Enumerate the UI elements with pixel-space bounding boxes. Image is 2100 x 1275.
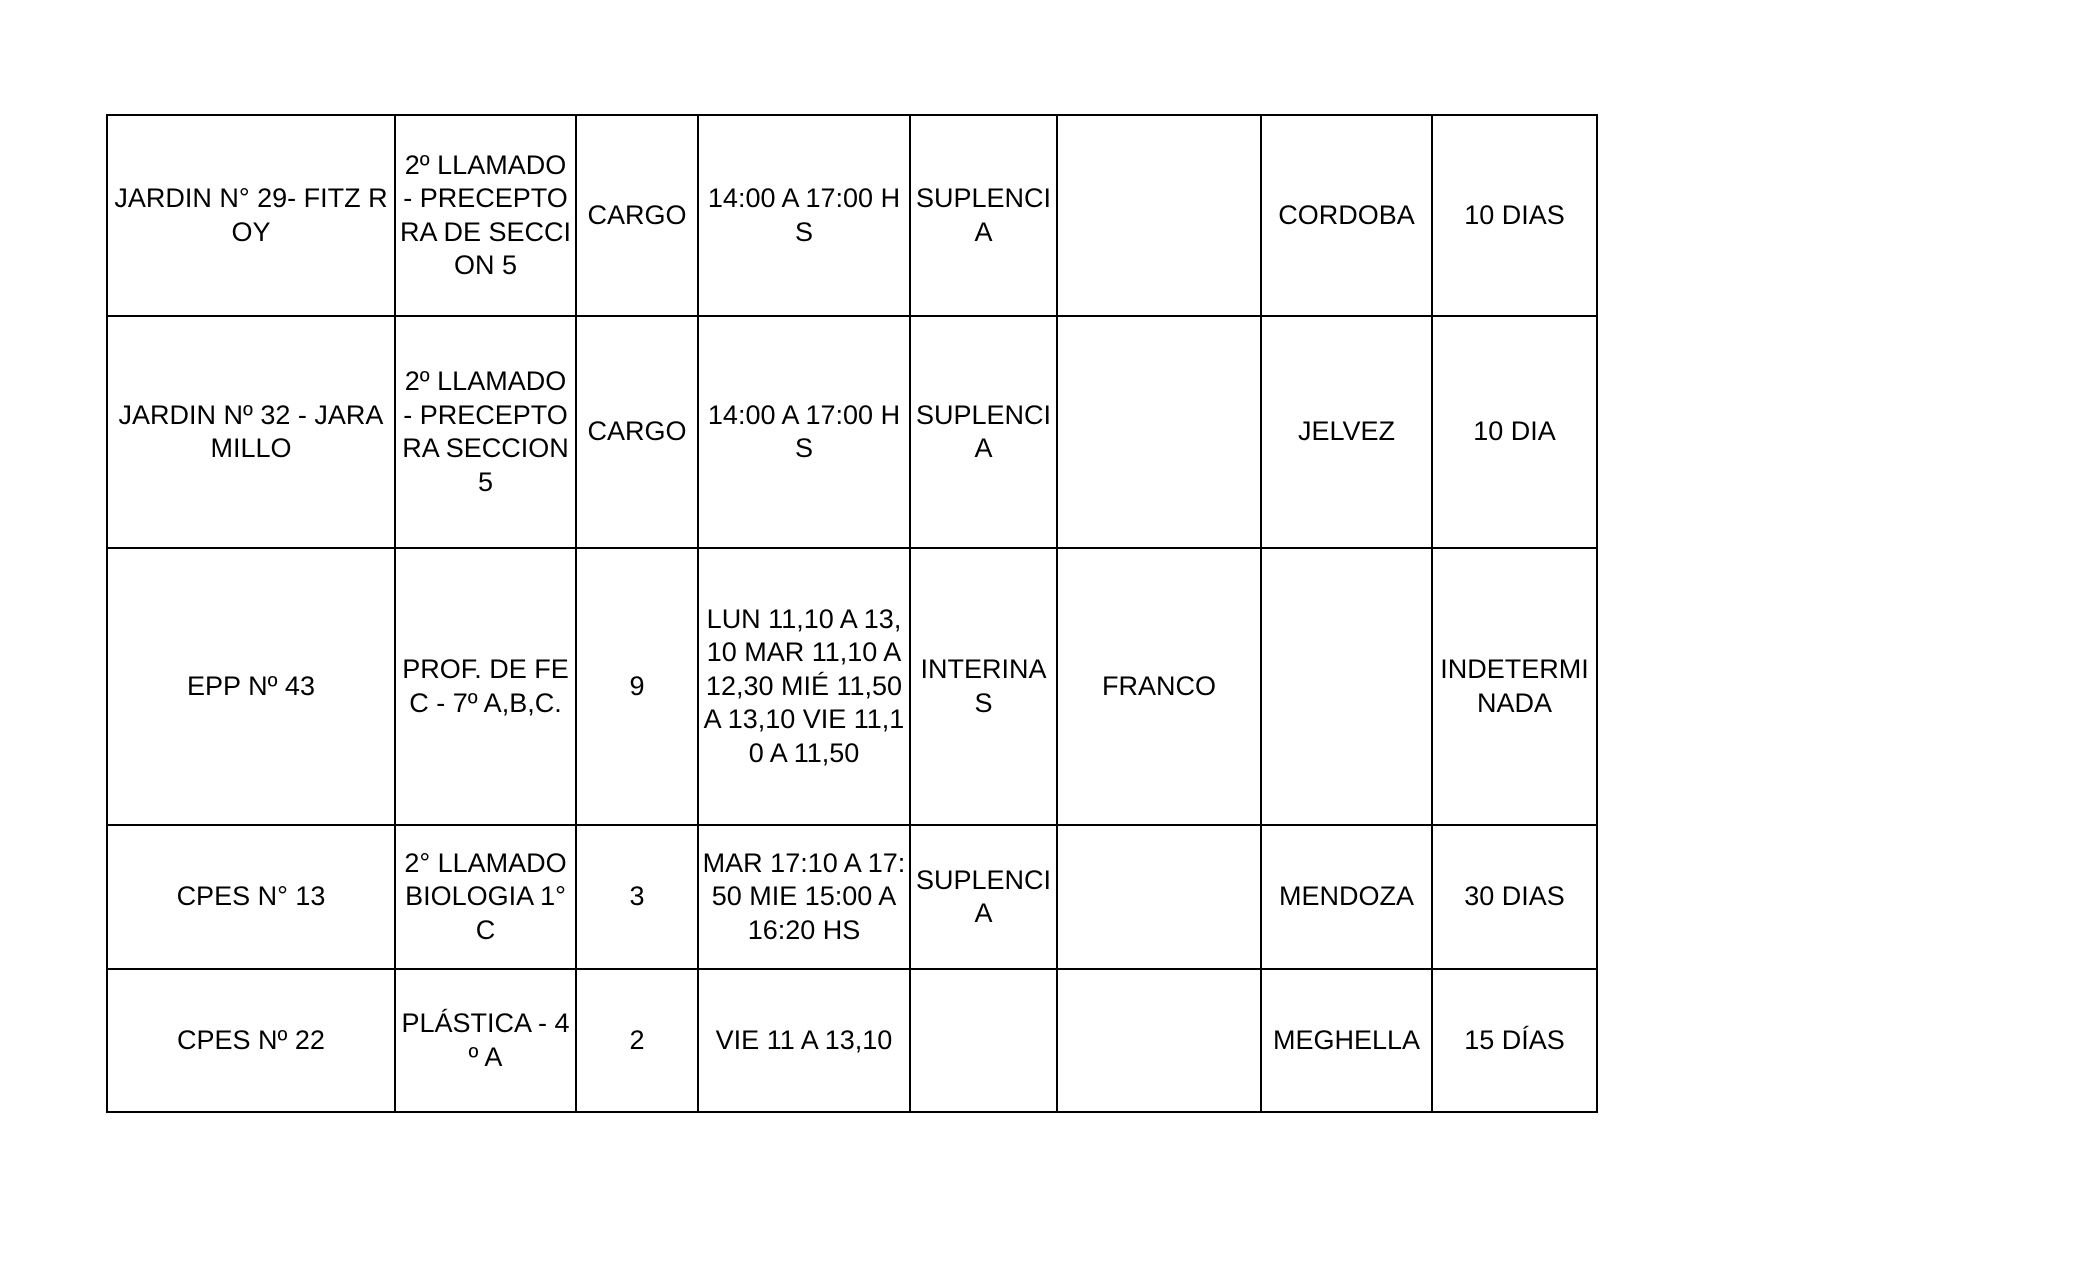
cell-replaces: MEGHELLA [1261,969,1432,1112]
cell-replaces: JELVEZ [1261,316,1432,548]
cell-school: JARDIN Nº 32 - JARAMILLO [107,316,395,548]
table-row [107,316,1597,548]
cell-replaces [1261,548,1432,825]
cell-position: 2º LLAMADO - PRECEPTORA SECCION 5 [395,316,576,548]
cell-type [910,969,1057,1112]
cell-schedule: LUN 11,10 A 13,10 MAR 11,10 A 12,30 MIÉ 11,50 A 13,10 VIE 11,10 A 11,50 [698,548,910,825]
table-row [107,825,1597,969]
cell-replaces: CORDOBA [1261,115,1432,316]
cell-school: CPES Nº 22 [107,969,395,1112]
cell-duration: 10 DIAS [1432,115,1597,316]
cell-position: PLÁSTICA - 4º A [395,969,576,1112]
cell-hours: CARGO [576,316,698,548]
cell-type: SUPLENCIA [910,115,1057,316]
cell-duration: INDETERMINADA [1432,548,1597,825]
cell-school: CPES N° 13 [107,825,395,969]
cell-hours: 3 [576,825,698,969]
cell-type: SUPLENCIA [910,316,1057,548]
cell-extra [1057,825,1261,969]
table-row [107,548,1597,825]
table-row [107,969,1597,1112]
cell-schedule: VIE 11 A 13,10 [698,969,910,1112]
cell-duration: 10 DIA [1432,316,1597,548]
cell-schedule: 14:00 A 17:00 HS [698,316,910,548]
cell-duration: 15 DÍAS [1432,969,1597,1112]
cell-hours: CARGO [576,115,698,316]
cell-schedule: 14:00 A 17:00 HS [698,115,910,316]
cell-hours: 2 [576,969,698,1112]
vacancies-table [106,114,1598,1113]
cell-extra [1057,969,1261,1112]
cell-extra: FRANCO [1057,548,1261,825]
cell-type: INTERINAS [910,548,1057,825]
cell-extra [1057,115,1261,316]
cell-position: 2° LLAMADO BIOLOGIA 1° C [395,825,576,969]
cell-type: SUPLENCIA [910,825,1057,969]
cell-position: 2º LLAMADO - PRECEPTORA DE SECCION 5 [395,115,576,316]
cell-school: EPP Nº 43 [107,548,395,825]
cell-school: JARDIN N° 29- FITZ ROY [107,115,395,316]
cell-position: PROF. DE FEC - 7º A,B,C. [395,548,576,825]
cell-schedule: MAR 17:10 A 17:50 MIE 15:00 A 16:20 HS [698,825,910,969]
cell-extra [1057,316,1261,548]
table-row [107,115,1597,316]
cell-hours: 9 [576,548,698,825]
cell-replaces: MENDOZA [1261,825,1432,969]
cell-duration: 30 DIAS [1432,825,1597,969]
